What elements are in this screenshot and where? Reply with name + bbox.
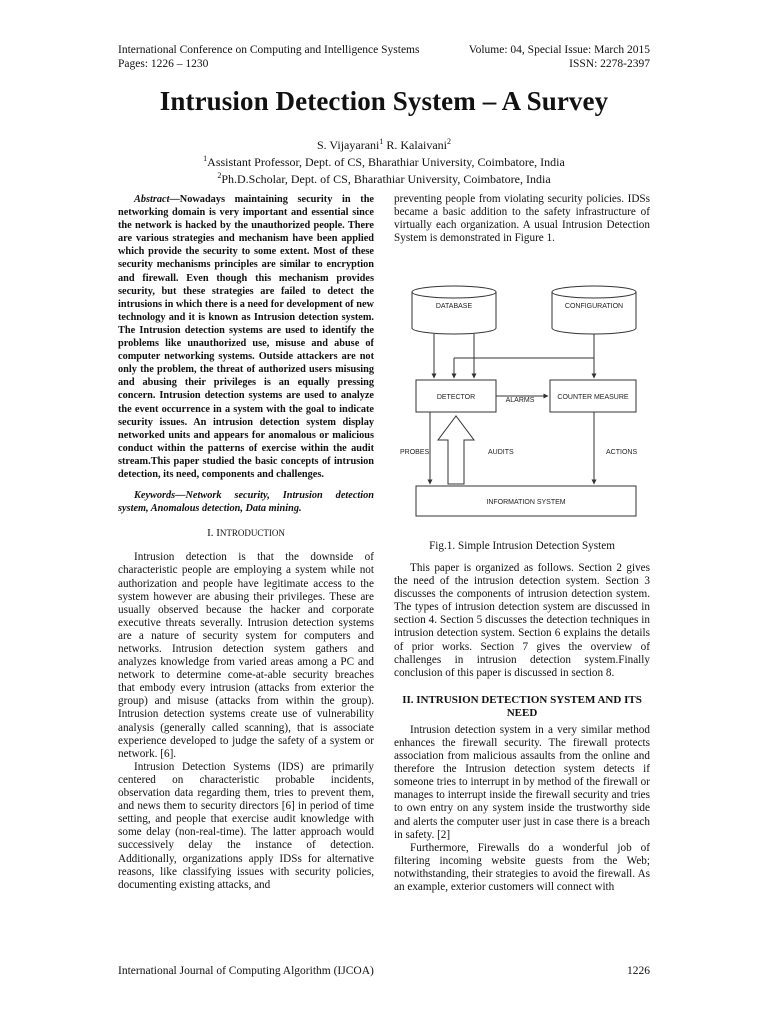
issn: ISSN: 2278-2397 [569,58,650,70]
configuration-cylinder [552,286,636,334]
section-2-paragraph-1: Intrusion detection system in a very similar method enhances the firewall security. The firewall protects association from malicious assaults from the online and therefore the Intrusion detection system detects if someone tries to interrupt in by method of the firewall or manages to interrupt inside the firewall security and tries to own entry on any system inside the trustworthy side and alerts the computer user just in case there is a breach in safety. [2] [394,723,650,841]
abstract [118,193,374,515]
intro-paragraph-1: Intrusion detection is that the downside of characteristic people are employing a system while not authorization and people have legitimate access to the system however are abusing their privileges. These are usually observed because the hacker and corporate executive threats severally. Intrusion detection systems are a nature of security system for computers and networks. Intrusion detection system gathers and analyzes knowledge from varied areas among a PC and network to determine come-at-able security breaches that embody every intrusion (attacks from exterior the group) and misuse (attacks from within the group). Intrusion detection systems create use of vulnerability analysis (generally called scanning), that is associate experience developed to judge the safety of a system or network. [6]. [118,551,374,760]
intro-continuation: preventing people from violating security policies. IDSs became a basic addition to the safety infrastructure of virtually each organization. A usual Intrusion Detection System is demonstrated in Figure 1. [394,193,650,245]
probes-label: PROBES [400,449,430,456]
right-column-intro [394,193,650,245]
actions-label: ACTIONS [606,449,638,456]
database-label: DATABASE [435,303,473,310]
volume-info: Volume: 04, Special Issue: March 2015 [468,44,650,56]
affiliation-1: $^1$Assistant Professor, Dept. of CS, Bharathiar University, Coimbatore, India [203,154,565,169]
audits-label: AUDITS [488,449,514,456]
figure-caption: Fig.1. Simple Intrusion Detection System [429,540,615,552]
right-column-body [394,562,650,894]
conference-name: International Conference on Computing and Intelligence Systems [118,44,420,56]
section-2-heading: II. INTRUSION DETECTION SYSTEM AND ITS NEED [402,693,642,719]
author-names: S. Vijayarani$^1$ R. Kalaivani$^2$ [316,137,452,152]
page-number: 1226 [627,965,650,977]
detector-box [416,380,496,412]
keywords-label: Keywords [134,490,176,502]
alarms-label: ALARMS [505,397,535,404]
ids-diagram [394,270,650,534]
paper-title: Intrusion Detection System – A Survey [159,86,609,116]
configuration-label: CONFIGURATION [564,303,624,310]
running-header-left [118,43,419,71]
audits-hollow-arrow [438,416,474,484]
footer-journal: International Journal of Computing Algorithm (IJCOA) [118,965,374,977]
author-block [0,135,768,186]
section-2-paragraph-2: Furthermore, Firewalls do a wonderful job of filtering incoming website guests from the Web; notwithstanding, their strategies to avoid the firewall. As an example, exterior customers will connect with [394,841,650,893]
intro-paragraph-2: Intrusion Detection Systems (IDS) are primarily centered on characteristic probable incidents, observation data regarding them, tries to prevent them, and news them to security directors [6] in period of time setting, and people that exercise audit knowledge with some delay (non-real-time). The latter approach would successively delay the instance of detection. Additionally, organizations apply IDSs for alternative reasons, like classifying issues with security policies, documenting existing attacks, and [118,760,374,891]
counter-measure-box [550,380,636,412]
left-column [118,193,374,892]
organization-paragraph: This paper is organized as follows. Section 2 gives the need of the intrusion detection system. Section 3 discusses the components of intrusion detection system. The types of intrusion detection system are discussed in section 4. Section 5 discusses the detection techniques in intrusion detection system. Section 6 explains the details of prior works. Section 7 gives the overview of challenges in intrusion detection system.Finally conclusion of this paper is discussed in section 8. [394,562,650,679]
running-header-right [469,43,650,71]
section-1-heading: I. INTRODUCTION [207,527,285,540]
keywords-text: —Network security, Intrusion detection system, Anomalous detection, Data mining. [118,490,374,515]
page-range: Pages: 1226 – 1230 [118,58,209,70]
abstract-text: —Nowadays maintaining security in the networking domain is very important and essential since the network is hacked by the unauthorized people. There are various strategies and mechanism have been applied which provide the security to some extent. Most of these security mechanisms principles are similar to encryption and firewall. Even though this mechanism provides security, but these strategies are failed to detect the intrusions in which there is a need for development of new technology and it is known as Intrusion detection system. The Intrusion detection systems are used to identify the problems like unauthorized use, misuse and abuse of computer networking systems. Outside attackers are not only the problem, the threat of authorized users misusing and abusing their privileges is an equally pressing concern. Intrusion detection systems are used to analyze the event occurrence in a system with the goal to indicate security issues. An intrusion detection system display networked units and appears for anomalous or malicious conduct within the patterns of exercise within the audit stream.This paper studied the basic concepts of intrusion detection, its need, components and challenges. [118,194,374,480]
information-system-box [416,486,636,516]
abstract-label: Abstract [134,194,170,205]
database-cylinder [412,286,496,334]
information-system-label: INFORMATION SYSTEM [486,499,566,506]
detector-label: DETECTOR [436,394,476,401]
affiliation-2: $^2$Ph.D.Scholar, Dept. of CS, Bharathiar University, Coimbatore, India [217,171,551,186]
counter-measure-label: COUNTER MEASURE [557,394,629,401]
